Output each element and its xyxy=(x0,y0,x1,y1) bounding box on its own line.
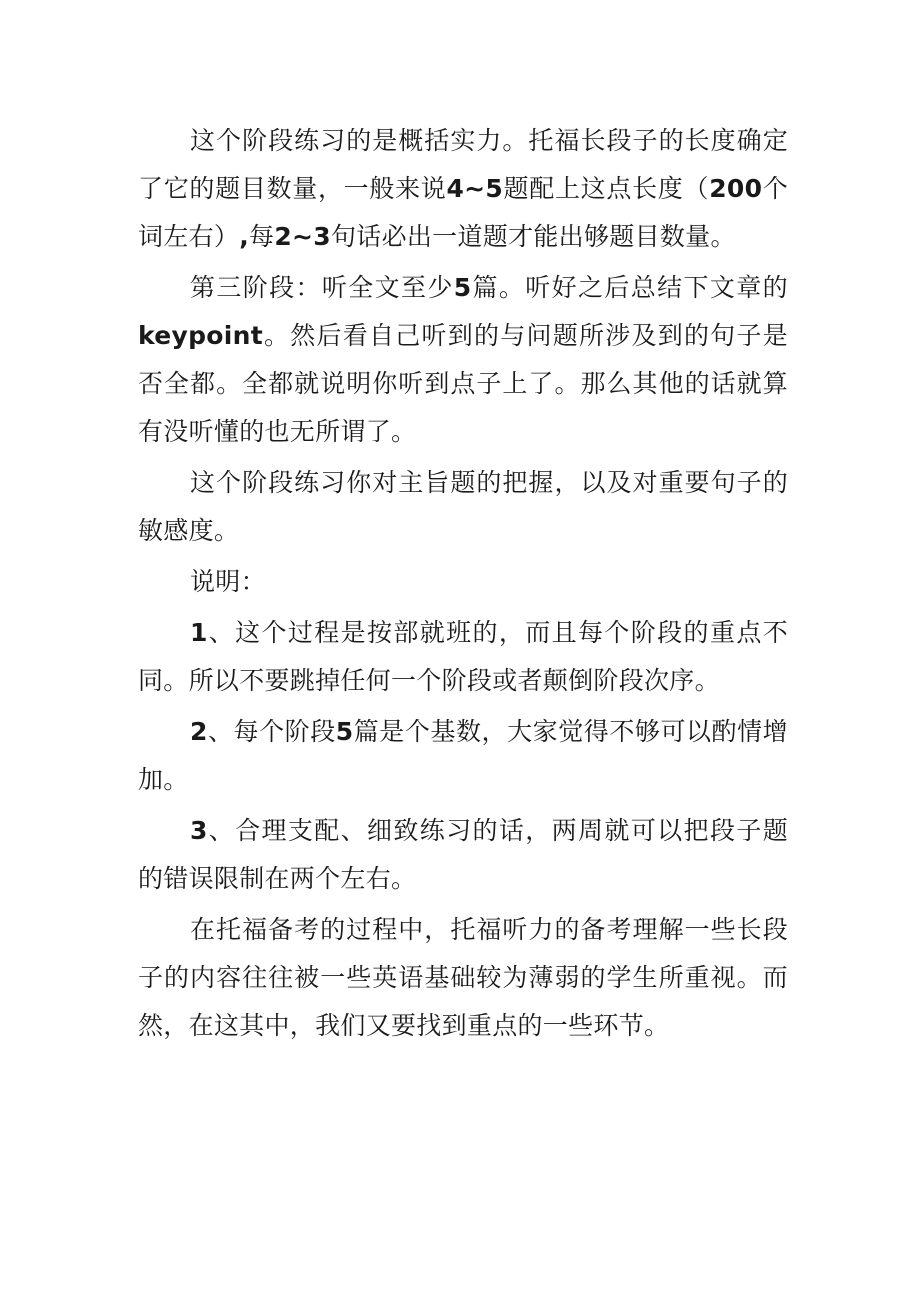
body-text: 在托福备考的过程中，托福听力的备考理解一些长段子的内容往往被一些英语基础较为薄弱的学生所重视。而然，在这其中，我们又要找到重点的一些环节。 xyxy=(138,915,788,1040)
numeral-text: 5 xyxy=(335,717,354,746)
body-text: 题配上这点长度（ xyxy=(503,174,710,203)
body-text: 说明： xyxy=(190,567,266,596)
numeral-text: 1 xyxy=(190,618,208,647)
paragraph-6 xyxy=(138,708,788,804)
paragraph-8 xyxy=(138,906,788,1050)
body-text: 。然后看自己听到的与问题所涉及到的句子是否全都。全都就说明你听到点子上了。那么其他的话就算有没听懂的也无所谓了。 xyxy=(138,321,788,446)
numeral-text: 3 xyxy=(190,816,208,845)
paragraph-4 xyxy=(138,558,788,606)
body-text: 个词左右） xyxy=(138,174,788,251)
numeral-text: , xyxy=(239,222,250,251)
numeral-text: 200 xyxy=(709,174,763,203)
body-text: 句话必出一道题才能出够题目数量。 xyxy=(330,222,736,251)
body-text: 篇。听好之后总结下文章的 xyxy=(471,273,788,302)
body-text: 篇是个基数，大家觉得不够可以酌情增加。 xyxy=(138,717,788,794)
numeral-text: 5 xyxy=(453,273,472,302)
body-text: 每 xyxy=(249,222,275,251)
numeral-text: 4~5 xyxy=(446,174,504,203)
numeral-text: keypoint xyxy=(138,321,263,350)
body-text: 、每个阶段 xyxy=(207,717,336,746)
body-text: 这个阶段练习你对主旨题的把握，以及对重要句子的敏感度。 xyxy=(138,468,788,545)
paragraph-3 xyxy=(138,459,788,555)
document-body xyxy=(138,117,788,1053)
body-text: 第三阶段：听全文至少 xyxy=(190,273,454,302)
paragraph-7 xyxy=(138,807,788,903)
body-text: 、这个过程是按部就班的，而且每个阶段的重点不同。所以不要跳掉任何一个阶段或者颠倒阶段次序。 xyxy=(138,618,788,695)
body-text: 这个阶段练习的是概括实力。托福长段子的长度确定了它的题目数量，一般来说 xyxy=(138,126,788,203)
paragraph-5 xyxy=(138,609,788,705)
paragraph-2 xyxy=(138,264,788,456)
numeral-text: 2~3 xyxy=(274,222,331,251)
body-text: 、合理支配、细致练习的话，两周就可以把段子题的错误限制在两个左右。 xyxy=(138,816,788,893)
numeral-text: 2 xyxy=(190,717,208,746)
paragraph-1 xyxy=(138,117,788,261)
